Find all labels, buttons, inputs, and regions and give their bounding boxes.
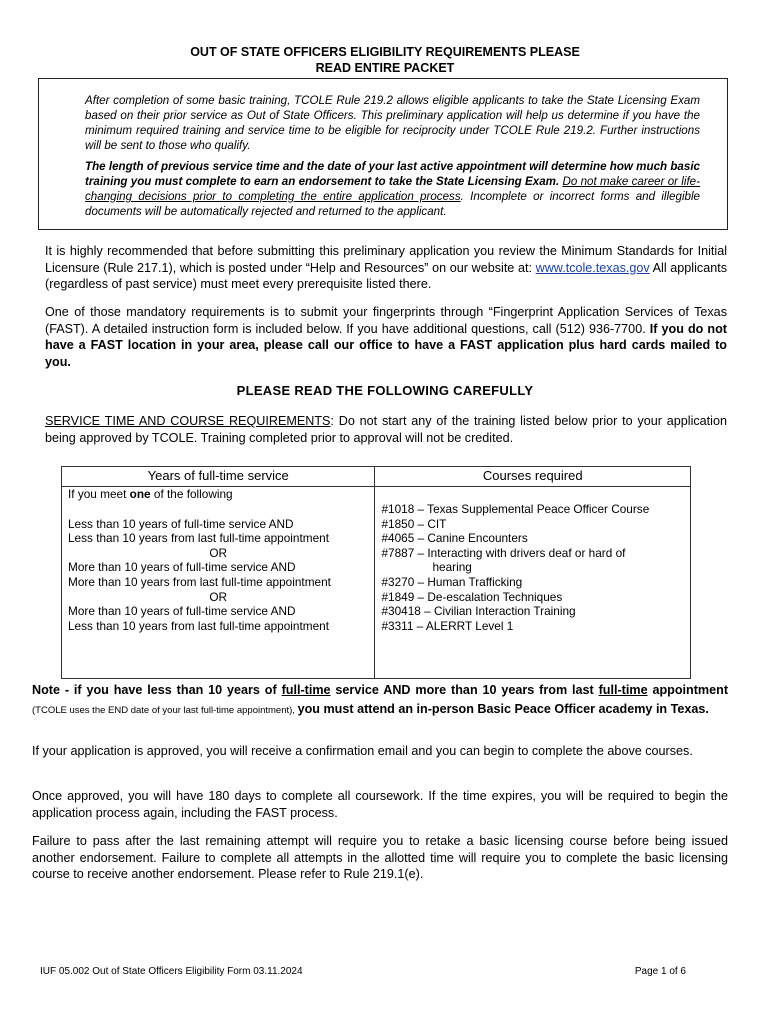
intro-end-text: All applicants (regardless of past service) must meet every prerequisite listed there. xyxy=(45,260,727,291)
intro-paragraph-2 xyxy=(45,304,727,370)
table-row xyxy=(62,487,691,679)
years-line: Less than 10 years of full-time service AND xyxy=(68,516,294,531)
years-line: More than 10 years from last full-time appointment xyxy=(68,574,331,589)
intro-text: It is highly recommended that before submitting this preliminary application you review the Minimum Standards for Initial Licensure (Rule 217.1), which is posted under “Help and Resources” on our website at: xyxy=(45,244,727,275)
fast-bold-text: If you do not have a FAST location in your area, please call our office to have a FAST application plus hard cards mailed to you. xyxy=(45,321,727,369)
failure-paragraph: Failure to pass after the last remaining attempt will require you to retake a basic licensing course before being issued another endorsement. Failure to complete all attempts in the allotted time will require you to complete the basic licensing course to receive another endorsement. Please refer to Rule 219.1(e). xyxy=(32,834,728,881)
table-header-courses: Courses required xyxy=(375,467,691,487)
years-cell xyxy=(62,487,375,679)
course-item: #1018 – Texas Supplemental Peace Officer Course xyxy=(381,502,650,516)
years-line: Less than 10 years from last full-time appointment xyxy=(68,531,329,546)
fast-text: One of those mandatory requirements is to submit your fingerprints through “Fingerprint Application Services of Texas (FAST). A detailed instruction form is included below. If you have additional questions, call (512) 936-7700. xyxy=(45,305,727,336)
years-line: Less than 10 years from last full-time appointment xyxy=(68,618,329,633)
document-title xyxy=(0,44,770,76)
notice-underlined-text: Do not make career or life-changing decisions prior to completing the entire application process xyxy=(85,175,700,203)
years-or: OR xyxy=(209,589,228,604)
course-item: #4065 – Canine Encounters xyxy=(381,531,528,546)
table-header-row xyxy=(62,467,691,487)
course-item: #3270 – Human Trafficking xyxy=(381,574,523,589)
footer-page-number: Page 1 of 6 xyxy=(634,966,686,977)
section-heading: PLEASE READ THE FOLLOWING CAREFULLY xyxy=(236,383,534,398)
years-or: OR xyxy=(209,545,228,560)
years-line: More than 10 years of full-time service AND xyxy=(68,560,296,575)
notice-bold-text: The length of previous service time and the date of your last active appointment will determine how much basic training you must complete to earn an endorsement to take the State Licensing Exam. xyxy=(85,160,700,188)
tcole-website-link[interactable]: www.tcole.texas.gov xyxy=(535,260,650,275)
approved-paragraph: If your application is approved, you will receive a confirmation email and you can begin to complete the above courses. xyxy=(32,744,693,758)
service-time-label: SERVICE TIME AND COURSE REQUIREMENTS xyxy=(45,414,331,428)
notice-paragraph-1: After completion of some basic training, TCOLE Rule 219.2 allows eligible applicants to take the State Licensing Exam based on their prior service as Out of State Officers. This preliminary application will help us determine if you have the minimum required training and service time to be eligible for reciprocity under TCOLE Rule 219.2. Further instructions will be sent to those who qualify. xyxy=(85,94,700,152)
course-item: #7887 – Interacting with drivers deaf or hard of xyxy=(381,545,626,560)
requirements-table xyxy=(61,466,691,679)
years-intro: If you meet one of the following xyxy=(68,487,233,501)
notice-paragraph-2 xyxy=(85,159,700,219)
course-item-continued: hearing xyxy=(432,560,472,575)
courses-cell xyxy=(375,487,691,679)
table-header-years: Years of full-time service xyxy=(62,467,375,487)
service-time-paragraph xyxy=(45,413,727,446)
course-item: #3311 – ALERRT Level 1 xyxy=(381,618,514,633)
years-line: More than 10 years of full-time service AND xyxy=(68,604,296,619)
course-item: #30418 – Civilian Interaction Training xyxy=(381,604,576,619)
note-paragraph: Note - if you have less than 10 years of full-time service AND more than 10 years from last full-time appointment (TCOLE uses the END date of your last full-time appointment), you must attend an in-person Basic Peace Officer academy in Texas. xyxy=(32,683,729,716)
course-item: #1849 – De-escalation Techniques xyxy=(381,589,563,604)
intro-paragraph-1 xyxy=(45,243,727,293)
notice-box xyxy=(38,78,728,230)
title-line-2: READ ENTIRE PACKET xyxy=(315,61,455,75)
notice-end-text: . Incomplete or incorrect forms and illegible documents will be automatically rejected and returned to the applicant. xyxy=(85,190,700,218)
service-time-text: : Do not start any of the training listed below prior to your application being approved by TCOLE. Training completed prior to approval will not be credited. xyxy=(45,414,727,445)
days-paragraph: Once approved, you will have 180 days to complete all coursework. If the time expires, you will be required to begin the application process again, including the FAST process. xyxy=(32,789,728,820)
footer-form-id: IUF 05.002 Out of State Officers Eligibility Form 03.11.2024 xyxy=(40,966,303,977)
title-line-1: OUT OF STATE OFFICERS ELIGIBILITY REQUIREMENTS PLEASE xyxy=(190,45,580,59)
course-item: #1850 – CIT xyxy=(381,516,447,531)
